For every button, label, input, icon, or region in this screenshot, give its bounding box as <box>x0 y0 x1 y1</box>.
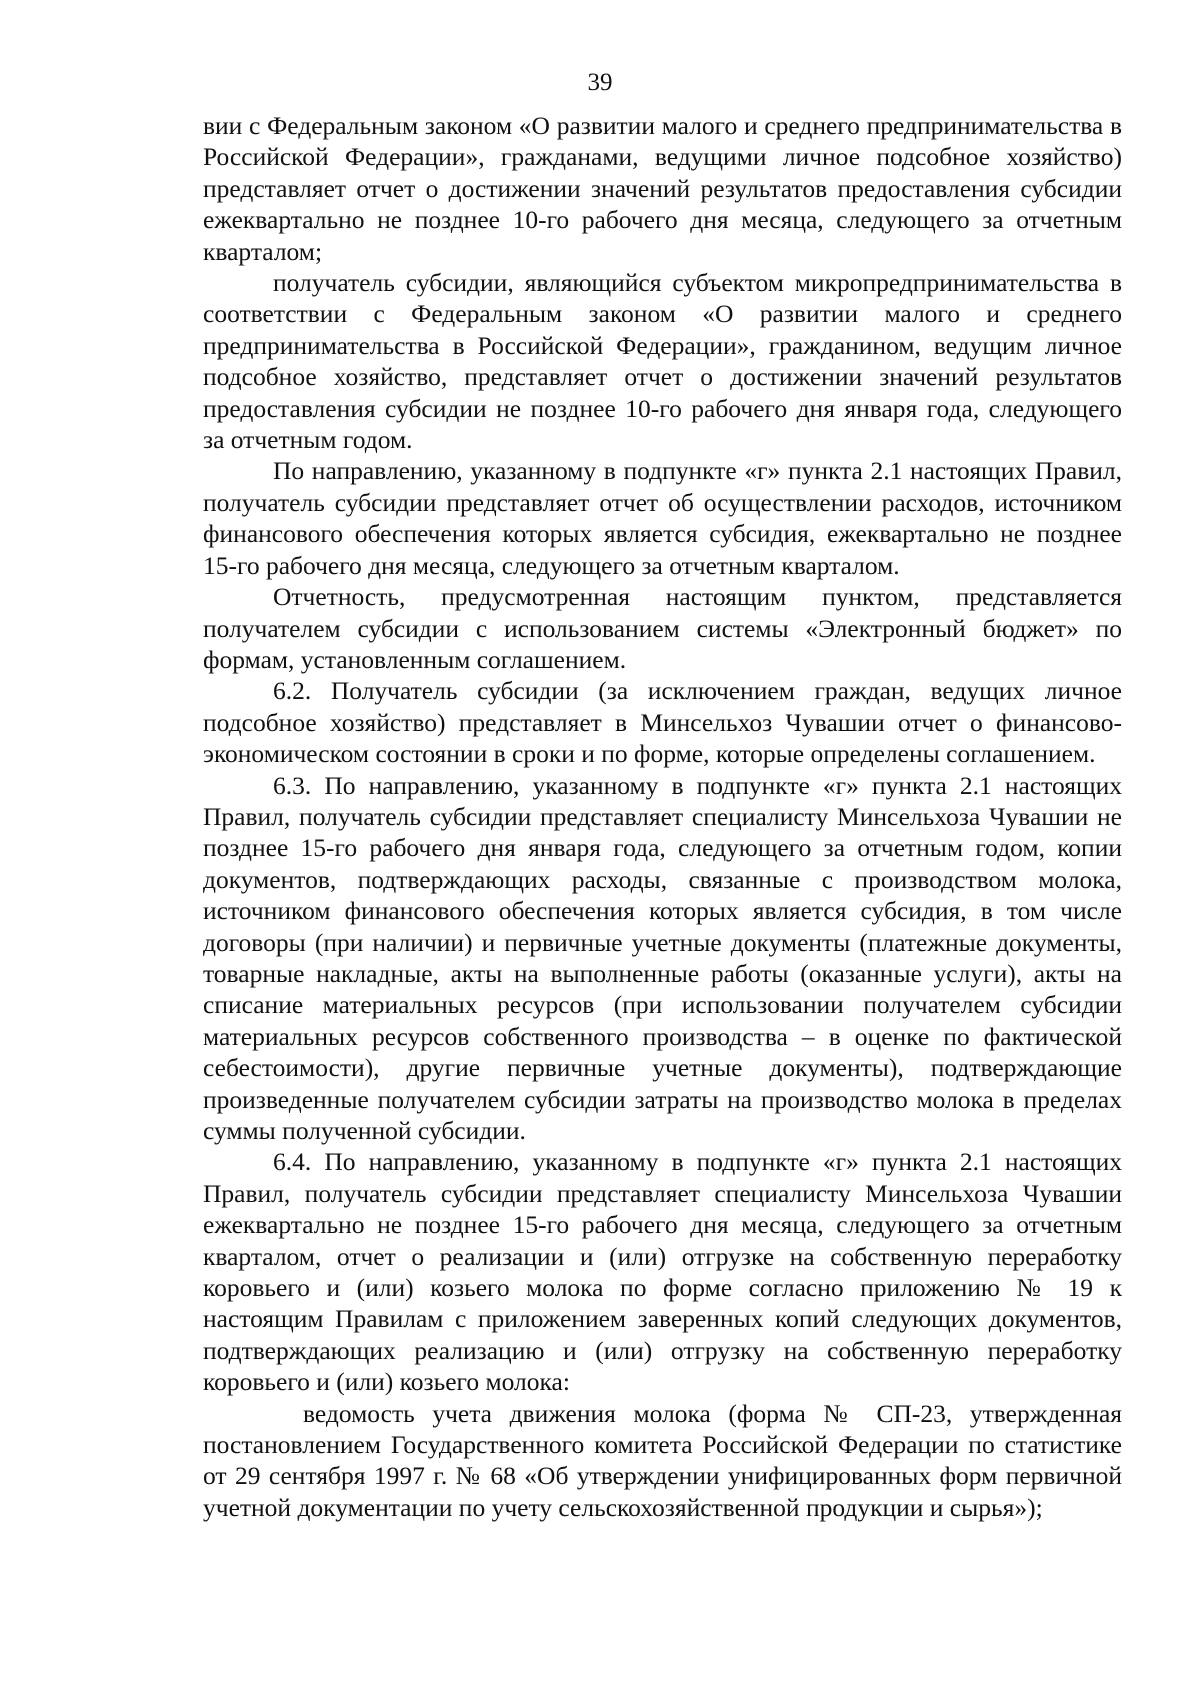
paragraph-electronic-budget: Отчетность, предусмотренная настоящим пунктом, представляется получателем субсидии с использованием системы «Электронный бюджет» по формам, установленным соглашением. <box>203 582 1122 674</box>
paragraph-milk-ledger: ведомость учета движения молока (форма № СП-23, утвержденная постановлением Государственного комитета Российской Федерации по статистике от 29 сентября 1997 г. № 68 «Об утверждении унифицированных форм первичной учетной документации по учету сельскохозяйственной продукции и сырья»); <box>203 1398 1122 1522</box>
document-body <box>203 110 1122 1523</box>
paragraph-6-3: 6.3. По направлению, указанному в подпункте «г» пункта 2.1 настоящих Правил, получатель субсидии представляет специалисту Минсельхоза Чувашии не позднее 15-го рабочего дня января года, следующего за отчетным годом, копии документов, подтверждающих расходы, связанные с производством молока, источником финансового обеспечения которых является субсидия, в том числе договоры (при наличии) и первичные учетные документы (платежные документы, товарные накладные, акты на выполненные работы (оказанные услуги), акты на списание материальных ресурсов (при использовании получателем субсидии материальных ресурсов собственного производства – в оценке по фактической себестоимости), другие первичные учетные документы), подтверждающие произведенные получателем субсидии затраты на производство молока в пределах суммы полученной субсидии. <box>203 770 1122 1145</box>
paragraph-micro-entrepreneur-report: получатель субсидии, являющийся субъектом микропредпринимательства в соответствии с Федеральным законом «О развитии малого и среднего предпринимательства в Российской Федерации», гражданином, ведущим личное подсобное хозяйство, представляет отчет о достижении значений результатов предоставления субсидии не позднее 10-го рабочего дня января года, следующего за отчетным годом. <box>203 268 1122 455</box>
page-number: 39 <box>587 69 613 96</box>
paragraph-continuation: вии с Федеральным законом «О развитии малого и среднего предпринимательства в Российской Федерации», гражданами, ведущими личное подсобное хозяйство) представляет отчет о достижении значений результатов предоставления субсидии ежеквартально не позднее 10-го рабочего дня месяца, следующего за отчетным кварталом; <box>203 111 1122 266</box>
paragraph-expense-report: По направлению, указанному в подпункте «г» пункта 2.1 настоящих Правил, получатель субсидии представляет отчет об осуществлении расходов, источником финансового обеспечения которых является субсидия, ежеквартально не позднее 15-го рабочего дня месяца, следующего за отчетным кварталом. <box>203 456 1122 580</box>
paragraph-6-4: 6.4. По направлению, указанному в подпункте «г» пункта 2.1 настоящих Правил, получатель субсидии представляет специалисту Минсельхоза Чувашии ежеквартально не позднее 15-го рабочего дня месяца, следующего за отчетным кварталом, отчет о реализации и (или) отгрузке на собственную переработку коровьего и (или) козьего молока по форме согласно приложению № 19 к настоящим Правилам с приложением заверенных копий следующих документов, подтверждающих реализацию и (или) отгрузку на собственную переработку коровьего и (или) козьего молока: <box>203 1147 1122 1397</box>
paragraph-6-2: 6.2. Получатель субсидии (за исключением граждан, ведущих личное подсобное хозяйство) представляет в Минсельхоз Чувашии отчет о финансово-экономическом состоянии в сроки и по форме, которые определены соглашением. <box>203 676 1122 769</box>
